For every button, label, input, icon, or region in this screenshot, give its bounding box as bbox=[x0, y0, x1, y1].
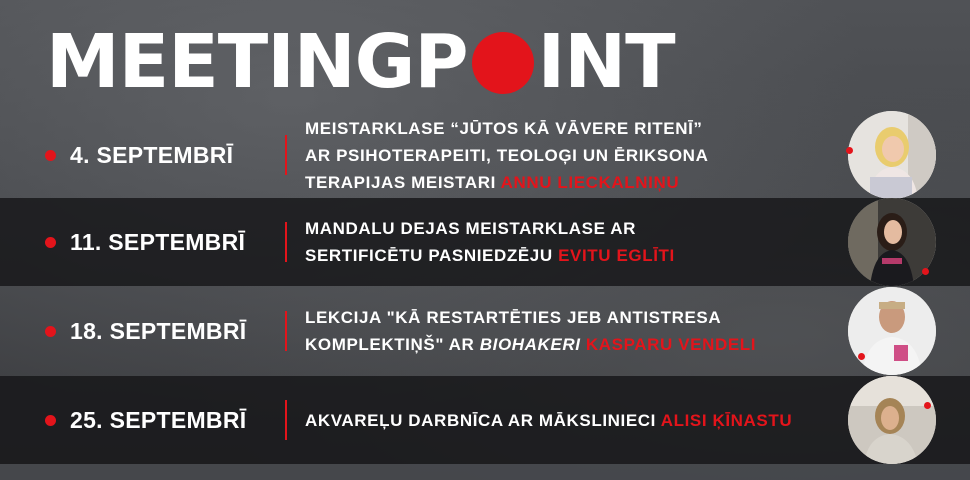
description-text: AR PSIHOTERAPEITI, TEOLOĢI UN ĒRIKSONA bbox=[305, 145, 709, 165]
photo-red-dot-icon bbox=[922, 268, 929, 275]
red-bullet-icon bbox=[45, 415, 56, 426]
logo-red-dot-icon bbox=[472, 32, 534, 94]
event-row-3 bbox=[0, 286, 970, 376]
speaker-name: ALISI ĶĪNASTU bbox=[660, 410, 793, 430]
red-bullet-icon bbox=[45, 150, 56, 161]
red-divider bbox=[285, 135, 287, 175]
event-description bbox=[305, 115, 825, 196]
meetingpoint-logo bbox=[46, 19, 675, 105]
description-line bbox=[305, 331, 825, 358]
description-line bbox=[305, 215, 825, 242]
photo-red-dot-icon bbox=[924, 402, 931, 409]
event-row-2 bbox=[0, 198, 970, 286]
red-divider bbox=[285, 222, 287, 262]
description-text: BIOHAKERI bbox=[479, 335, 581, 354]
event-description bbox=[305, 407, 825, 434]
description-text: TERAPIJAS MEISTARI bbox=[305, 172, 501, 192]
description-text: SERTIFICĒTU PASNIEDZĒJU bbox=[305, 246, 559, 265]
event-date: 11. SEPTEMBRĪ bbox=[70, 228, 246, 255]
description-text: MEISTARKLASE “JŪTOS KĀ VĀVERE RITENĪ” bbox=[305, 118, 703, 138]
description-text: LEKCIJA "KĀ RESTARTĒTIES JEB ANTISTRESA bbox=[305, 308, 722, 327]
red-bullet-icon bbox=[45, 326, 56, 337]
description-text: KOMPLEKTIŅŠ" AR bbox=[305, 335, 480, 354]
description-line bbox=[305, 407, 825, 434]
description-line bbox=[305, 304, 825, 331]
red-divider bbox=[285, 400, 287, 440]
description-text: AKVAREĻU DARBNĪCA AR MĀKSLINIECI bbox=[305, 410, 661, 430]
description-line bbox=[305, 142, 825, 169]
logo-text-right: INT bbox=[537, 19, 675, 105]
event-description bbox=[305, 215, 825, 269]
description-line bbox=[305, 115, 825, 142]
description-line bbox=[305, 169, 825, 196]
speaker-name: KASPARU VENDELI bbox=[585, 335, 757, 354]
speaker-name: EVITU EGLĪTI bbox=[558, 246, 675, 265]
event-date: 18. SEPTEMBRĪ bbox=[70, 317, 247, 344]
event-row-1 bbox=[0, 112, 970, 198]
red-divider bbox=[285, 311, 287, 351]
speaker-photo-3 bbox=[848, 287, 936, 375]
event-date: 4. SEPTEMBRĪ bbox=[70, 141, 234, 168]
description-text: MANDALU DEJAS MEISTARKLASE AR bbox=[305, 219, 636, 238]
speaker-name: ANNU LIECKALNIŅU bbox=[500, 172, 680, 192]
event-row-4 bbox=[0, 376, 970, 464]
event-date: 25. SEPTEMBRĪ bbox=[70, 406, 247, 433]
photo-red-dot-icon bbox=[858, 353, 865, 360]
logo-text-left: MEETINGP bbox=[46, 19, 468, 105]
description-line bbox=[305, 242, 825, 269]
speaker-photo-1 bbox=[848, 111, 936, 199]
bottom-strip bbox=[0, 464, 970, 480]
event-description bbox=[305, 304, 825, 358]
red-bullet-icon bbox=[45, 237, 56, 248]
photo-red-dot-icon bbox=[846, 147, 853, 154]
speaker-photo-4 bbox=[848, 376, 936, 464]
